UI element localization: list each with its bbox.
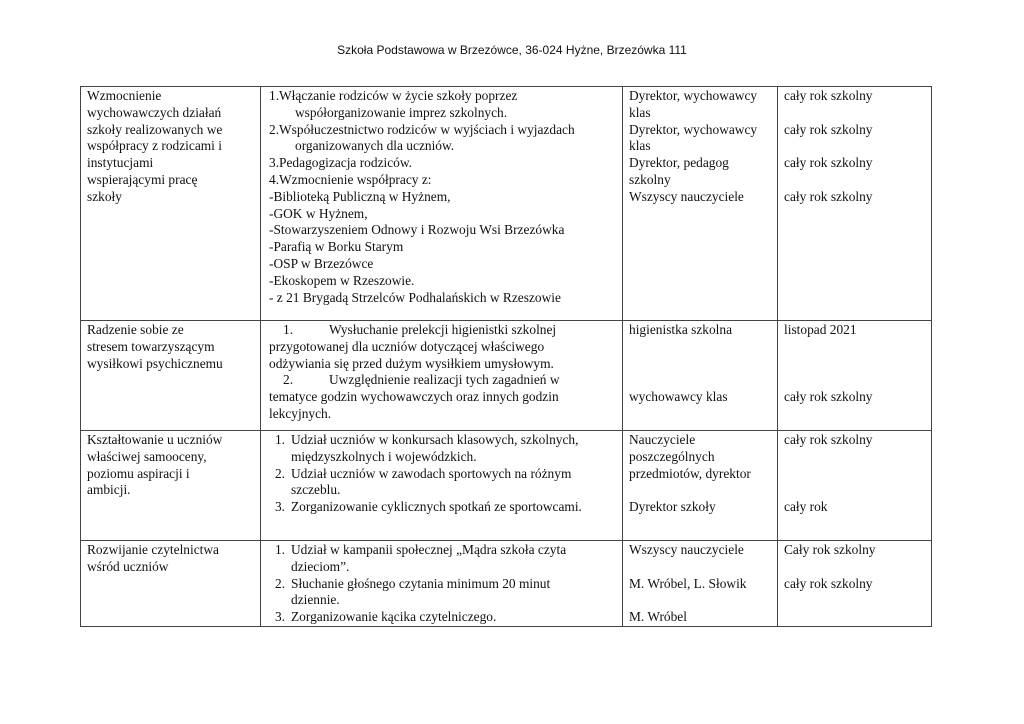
plan-table [80, 86, 932, 627]
area-line: Kształtowanie u uczniów [87, 432, 223, 447]
responsible-line: M. Wróbel [629, 609, 687, 625]
area-line: Radzenie sobie ze [87, 322, 184, 337]
list-item [283, 322, 616, 339]
list-item [269, 432, 616, 466]
responsible-line: wychowawcy klas [629, 389, 728, 405]
task-line: -GOK w Hyżnem, [269, 205, 368, 221]
item-text: Udział w kampanii społecznej „Mądra szkoła czyta [291, 542, 567, 557]
item-number: 1. [274, 542, 285, 557]
term-line: cały rok szkolny [784, 389, 873, 405]
responsible-line: klas [629, 138, 651, 154]
item-number: 1. [283, 322, 294, 337]
responsible-line: Dyrektor, wychowawcy [629, 88, 758, 103]
table-row [81, 321, 932, 431]
table-row [81, 541, 932, 627]
item-text: lekcyjnych. [269, 405, 332, 421]
area-cell [81, 87, 261, 321]
tasks-cell [261, 541, 623, 627]
area-line: instytucjami [87, 155, 154, 171]
responsible-line: Dyrektor, wychowawcy [629, 121, 758, 137]
item-number: 3. [274, 499, 285, 515]
item-text: Wysłuchanie prelekcji higienistki szkolnej [329, 322, 557, 337]
list-item [269, 466, 616, 500]
task-line: -Ekoskopem w Rzeszowie. [269, 272, 415, 288]
item-text: tematyce godzin wychowawczych oraz innych godzin [269, 389, 559, 405]
item-text: Zorganizowanie cyklicznych spotkań ze sportowcami. [291, 499, 582, 515]
term-line: cały rok szkolny [784, 155, 873, 171]
responsible-line: Dyrektor szkoły [629, 499, 716, 515]
table-row [81, 431, 932, 541]
item-text: odżywiania się przed dużym wysiłkiem umysłowym. [269, 355, 554, 371]
responsible-line: szkolny [629, 171, 671, 187]
task-line: współorganizowanie imprez szkolnych. [295, 104, 508, 120]
item-text: międzyszkolnych i wojewódzkich. [291, 448, 477, 464]
task-line: -Stowarzyszeniem Odnowy i Rozwoju Wsi Brzezówka [269, 222, 565, 238]
term-line: cały rok szkolny [784, 121, 873, 137]
list-item [269, 542, 616, 576]
task-line: 3.Pedagogizacja rodziców. [269, 155, 413, 171]
term-line: Cały rok szkolny [784, 542, 876, 557]
term-line: listopad 2021 [784, 322, 857, 337]
responsible-line: poszczególnych [629, 448, 715, 464]
area-line: poziomu aspiracji i [87, 465, 190, 481]
responsible-cell [623, 431, 778, 541]
item-text: dzieciom”. [291, 558, 350, 574]
item-text: dziennie. [291, 592, 340, 608]
page-header: Szkoła Podstawowa w Brzezówce, 36-024 Hyżne, Brzezówka 111 [337, 43, 687, 57]
responsible-line: przedmiotów, dyrektor [629, 465, 751, 481]
task-line: 1.Włączanie rodziców w życie szkoły poprzez [269, 88, 518, 103]
task-line: organizowanych dla uczniów. [295, 138, 455, 154]
area-line: Wzmocnienie [87, 88, 162, 103]
area-line: stresem towarzyszącym [87, 338, 215, 354]
term-line: cały rok szkolny [784, 575, 873, 591]
responsible-cell [623, 87, 778, 321]
tasks-cell [261, 321, 623, 431]
area-line: właściwej samooceny, [87, 448, 207, 464]
area-line: wysiłkowi psychicznemu [87, 355, 223, 371]
responsible-cell [623, 321, 778, 431]
task-line: -Parafią w Borku Starym [269, 239, 404, 255]
list-item [269, 499, 616, 516]
item-text: Udział uczniów w konkursach klasowych, szkolnych, [291, 432, 579, 447]
tasks-cell [261, 87, 623, 321]
item-number: 2. [274, 575, 285, 591]
item-text: Słuchanie głośnego czytania minimum 20 minut [291, 575, 551, 591]
area-line: wśród uczniów [87, 558, 169, 574]
term-cell [778, 87, 932, 321]
term-line: cały rok [784, 499, 828, 515]
area-line: wychowawczych działań [87, 104, 222, 120]
responsible-cell [623, 541, 778, 627]
area-cell [81, 541, 261, 627]
responsible-line: klas [629, 104, 651, 120]
item-text: Zorganizowanie kącika czytelniczego. [291, 609, 497, 625]
item-number: 1. [274, 432, 285, 447]
term-cell [778, 321, 932, 431]
responsible-line: Nauczyciele [629, 432, 696, 447]
area-line: Rozwijanie czytelnictwa [87, 542, 219, 557]
responsible-line: Wszyscy nauczyciele [629, 542, 744, 557]
area-line: szkoły realizowanych we [87, 121, 223, 137]
task-line: -Biblioteką Publiczną w Hyżnem, [269, 188, 451, 204]
area-line: ambicji. [87, 482, 131, 498]
item-text: szczeblu. [291, 482, 341, 498]
task-line: -OSP w Brzezówce [269, 255, 374, 271]
item-text: Uwzględnienie realizacji tych zagadnień w [329, 372, 560, 388]
item-text: Udział uczniów w zawodach sportowych na różnym [291, 465, 572, 481]
tasks-cell [261, 431, 623, 541]
area-cell [81, 431, 261, 541]
responsible-line: higienistka szkolna [629, 322, 733, 337]
list-item [269, 609, 616, 626]
list-item [269, 576, 616, 610]
area-line: wspierającymi pracę [87, 171, 198, 187]
term-cell [778, 541, 932, 627]
task-line: 4.Wzmocnienie współpracy z: [269, 171, 432, 187]
task-line: 2.Współuczestnictwo rodziców w wyjściach i wyjazdach [269, 121, 575, 137]
responsible-line: M. Wróbel, L. Słowik [629, 575, 747, 591]
term-line: cały rok szkolny [784, 188, 873, 204]
item-number: 2. [283, 372, 294, 388]
list-item [283, 372, 616, 389]
term-line: cały rok szkolny [784, 88, 873, 103]
term-line: cały rok szkolny [784, 432, 873, 447]
responsible-line: Wszyscy nauczyciele [629, 188, 744, 204]
area-line: szkoły [87, 188, 122, 204]
item-number: 3. [274, 609, 285, 625]
responsible-line: Dyrektor, pedagog [629, 155, 729, 171]
item-text: przygotowanej dla uczniów dotyczącej właściwego [269, 338, 545, 354]
item-number: 2. [274, 465, 285, 481]
term-cell [778, 431, 932, 541]
area-cell [81, 321, 261, 431]
table-row [81, 87, 932, 321]
task-line: - z 21 Brygadą Strzelców Podhalańskich w Rzeszowie [269, 289, 561, 305]
area-line: współpracy z rodzicami i [87, 138, 222, 154]
